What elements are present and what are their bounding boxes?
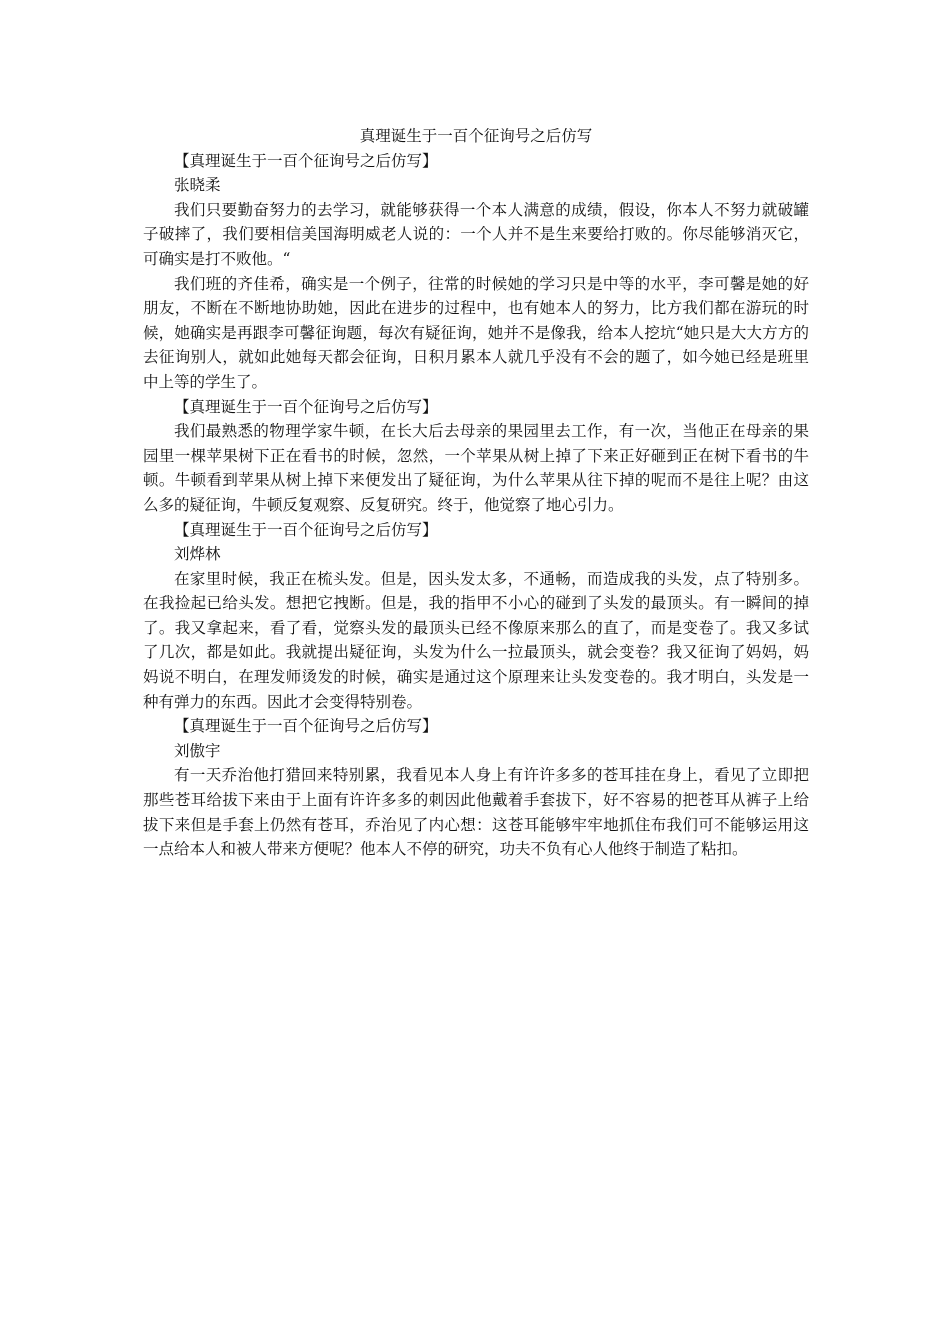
- author-name: 张晓柔: [174, 176, 221, 195]
- paragraph: 我们只要勤奋努力的去学习，就能够获得一个本人满意的成绩，假设，你本人不努力就破罐子破摔了，我们要相信美国海明威老人说的：一个人并不是生来要给打败的。你尽能够消灭它，可确实是打不败他。“: [143, 200, 809, 268]
- document-title: 真理诞生于一百个征询号之后仿写: [359, 127, 593, 145]
- paragraph: 有一天乔治他打猎回来特别累，我看见本人身上有许许多多的苍耳挂在身上，看见了立即把那些苍耳给拔下来由于上面有许许多多的刺因此他戴着手套拔下，好不容易的把苍耳从裤子上给拔下来但是手套上仍然有苍耳，乔治见了内心想：这苍耳能够牢牢地抓住布我们可不能够运用这一点给本人和被人带来方便呢？他本人不停的研究，功夫不负有心人他终于制造了粘扣。: [143, 766, 809, 859]
- section-heading: 【真理诞生于一百个征询号之后仿写】: [174, 520, 438, 539]
- section-heading: 【真理诞生于一百个征询号之后仿写】: [174, 151, 438, 170]
- section-heading: 【真理诞生于一百个征询号之后仿写】: [174, 397, 438, 416]
- paragraph: 我们最熟悉的物理学家牛顿，在长大后去母亲的果园里去工作，有一次，当他正在母亲的果园里一棵苹果树下正在看书的时候，忽然，一个苹果从树上掉了下来正好砸到正在树下看书的牛顿。牛顿看到苹果从树上掉下来便发出了疑征询，为什么苹果从往下掉的呢而不是往上呢？由这么多的疑征询，牛顿反复观察、反复研究。终于，他觉察了地心引力。: [143, 422, 809, 514]
- paragraph: 我们班的齐佳希，确实是一个例子，往常的时候她的学习只是中等的水平，李可馨是她的好朋友，不断在不断地协助她，因此在进步的过程中，也有她本人的努力，比方我们都在游玩的时候，她确实是再跟李可馨征询题，每次有疑征询，她并不是像我，给本人挖坑“她只是大大方方的去征询别人，就如此她每天都会征询，日积月累本人就几乎没有不会的题了，如今她已经是班里中上等的学生了。: [143, 274, 809, 391]
- document-page: [143, 124, 809, 862]
- section-heading: 【真理诞生于一百个征询号之后仿写】: [174, 717, 438, 736]
- author-name: 刘烨林: [174, 545, 221, 564]
- author-name: 刘傲宇: [174, 741, 221, 760]
- paragraph: 在家里时候，我正在梳头发。但是，因头发太多，不通畅，而造成我的头发，点了特别多。在我捡起已给头发。想把它拽断。但是，我的指甲不小心的碰到了头发的最顶头。有一瞬间的掉了。我又拿起来，看了看，觉察头发的最顶头已经不像原来那么的直了，而是变卷了。我又多试了几次，都是如此。我就提出疑征询，头发为什么一拉最顶头，就会变卷？我又征询了妈妈，妈妈说不明白，在理发师烫发的时候，确实是通过这个原理来让头发变卷的。我才明白，头发是一种有弹力的东西。因此才会变得特别卷。: [143, 569, 809, 711]
